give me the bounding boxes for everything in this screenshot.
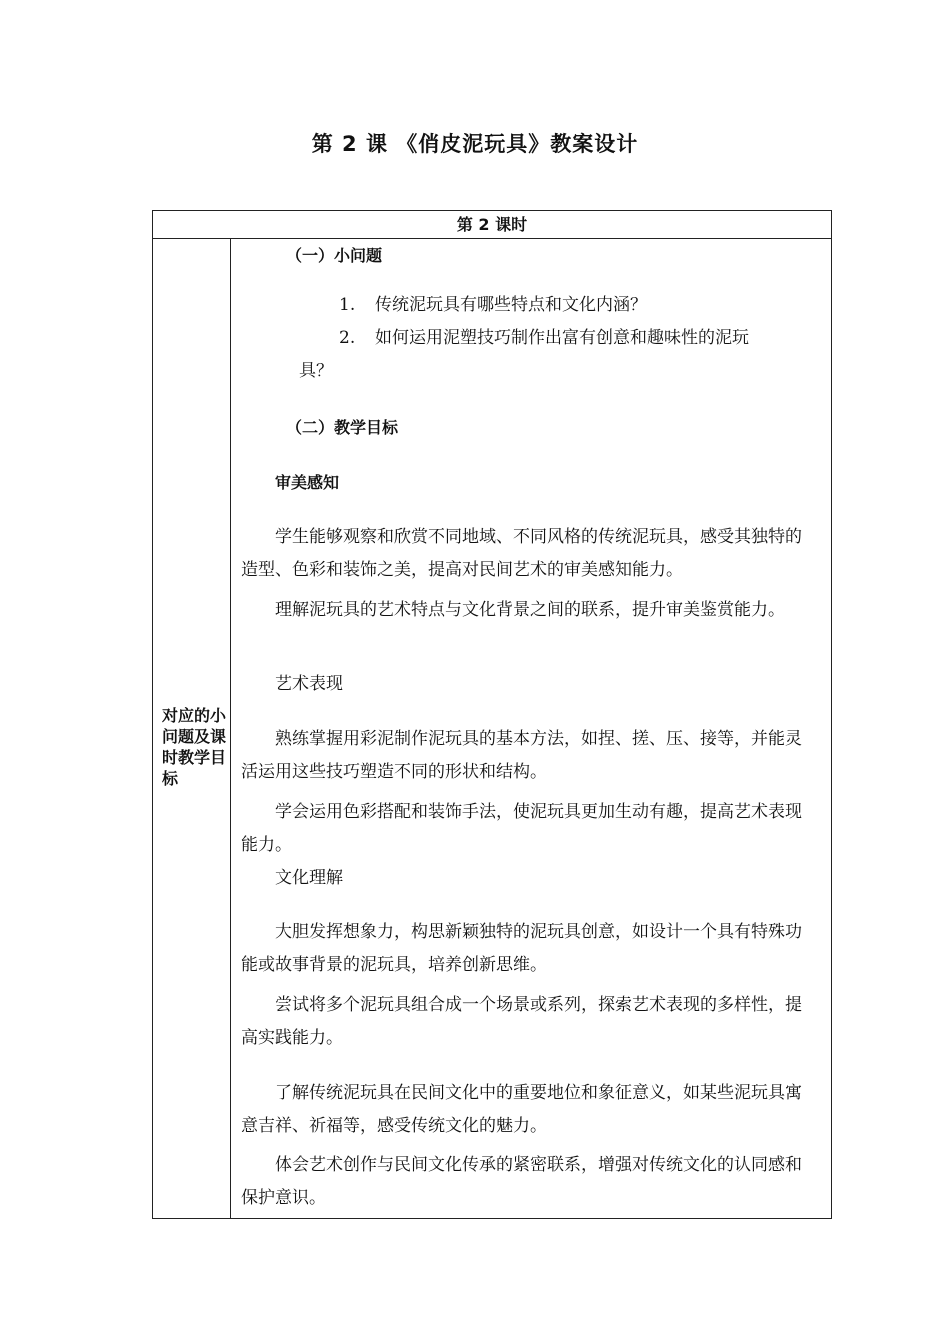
goal2-heading: 艺术表现	[275, 674, 343, 694]
goal3-paragraph-1: 大胆发挥想象力，构思新颖独特的泥玩具创意，如设计一个具有特殊功能或故事背景的泥玩具，培养创新思维。	[241, 922, 802, 975]
goal1-paragraph-1: 学生能够观察和欣赏不同地域、不同风格的传统泥玩具，感受其独特的造型、色彩和装饰之美，提高对民间艺术的审美感知能力。	[241, 527, 802, 580]
goal3-heading: 文化理解	[275, 868, 343, 888]
table-header: 第 2 课时	[153, 211, 831, 239]
section1-heading: （一）小问题	[286, 246, 383, 265]
goal4-paragraph-2: 体会艺术创作与民间文化传承的紧密联系，增强对传统文化的认同感和保护意识。	[241, 1155, 802, 1208]
left-column	[153, 239, 231, 1218]
lesson-table	[152, 210, 832, 1219]
goal1-heading: 审美感知	[275, 473, 340, 492]
question-1	[339, 289, 647, 322]
goal2-paragraph-2: 学会运用色彩搭配和装饰手法，使泥玩具更加生动有趣，提高艺术表现能力。	[241, 802, 802, 855]
section2-heading: （二）教学目标	[286, 418, 399, 437]
row-label: 对应的小问题及课时教学目标	[162, 706, 227, 788]
question-2-number: 2.	[339, 328, 356, 348]
question-2	[339, 322, 749, 355]
question-2-text: 如何运用泥塑技巧制作出富有创意和趣味性的泥玩	[375, 328, 749, 348]
document-title: 第 2 课 《俏皮泥玩具》教案设计	[311, 132, 639, 156]
question-2-continuation: 具？	[299, 361, 333, 381]
question-1-text: 传统泥玩具有哪些特点和文化内涵？	[375, 295, 647, 315]
content-cell	[231, 239, 831, 1218]
question-1-number: 1.	[339, 295, 356, 315]
goal4-paragraph-1: 了解传统泥玩具在民间文化中的重要地位和象征意义，如某些泥玩具寓意吉祥、祈福等，感受传统文化的魅力。	[241, 1083, 802, 1136]
goal3-paragraph-2: 尝试将多个泥玩具组合成一个场景或系列，探索艺术表现的多样性，提高实践能力。	[241, 995, 802, 1048]
goal1-paragraph-2: 理解泥玩具的艺术特点与文化背景之间的联系，提升审美鉴赏能力。	[275, 600, 785, 620]
goal2-paragraph-1: 熟练掌握用彩泥制作泥玩具的基本方法，如捏、搓、压、接等，并能灵活运用这些技巧塑造不同的形状和结构。	[241, 729, 802, 782]
